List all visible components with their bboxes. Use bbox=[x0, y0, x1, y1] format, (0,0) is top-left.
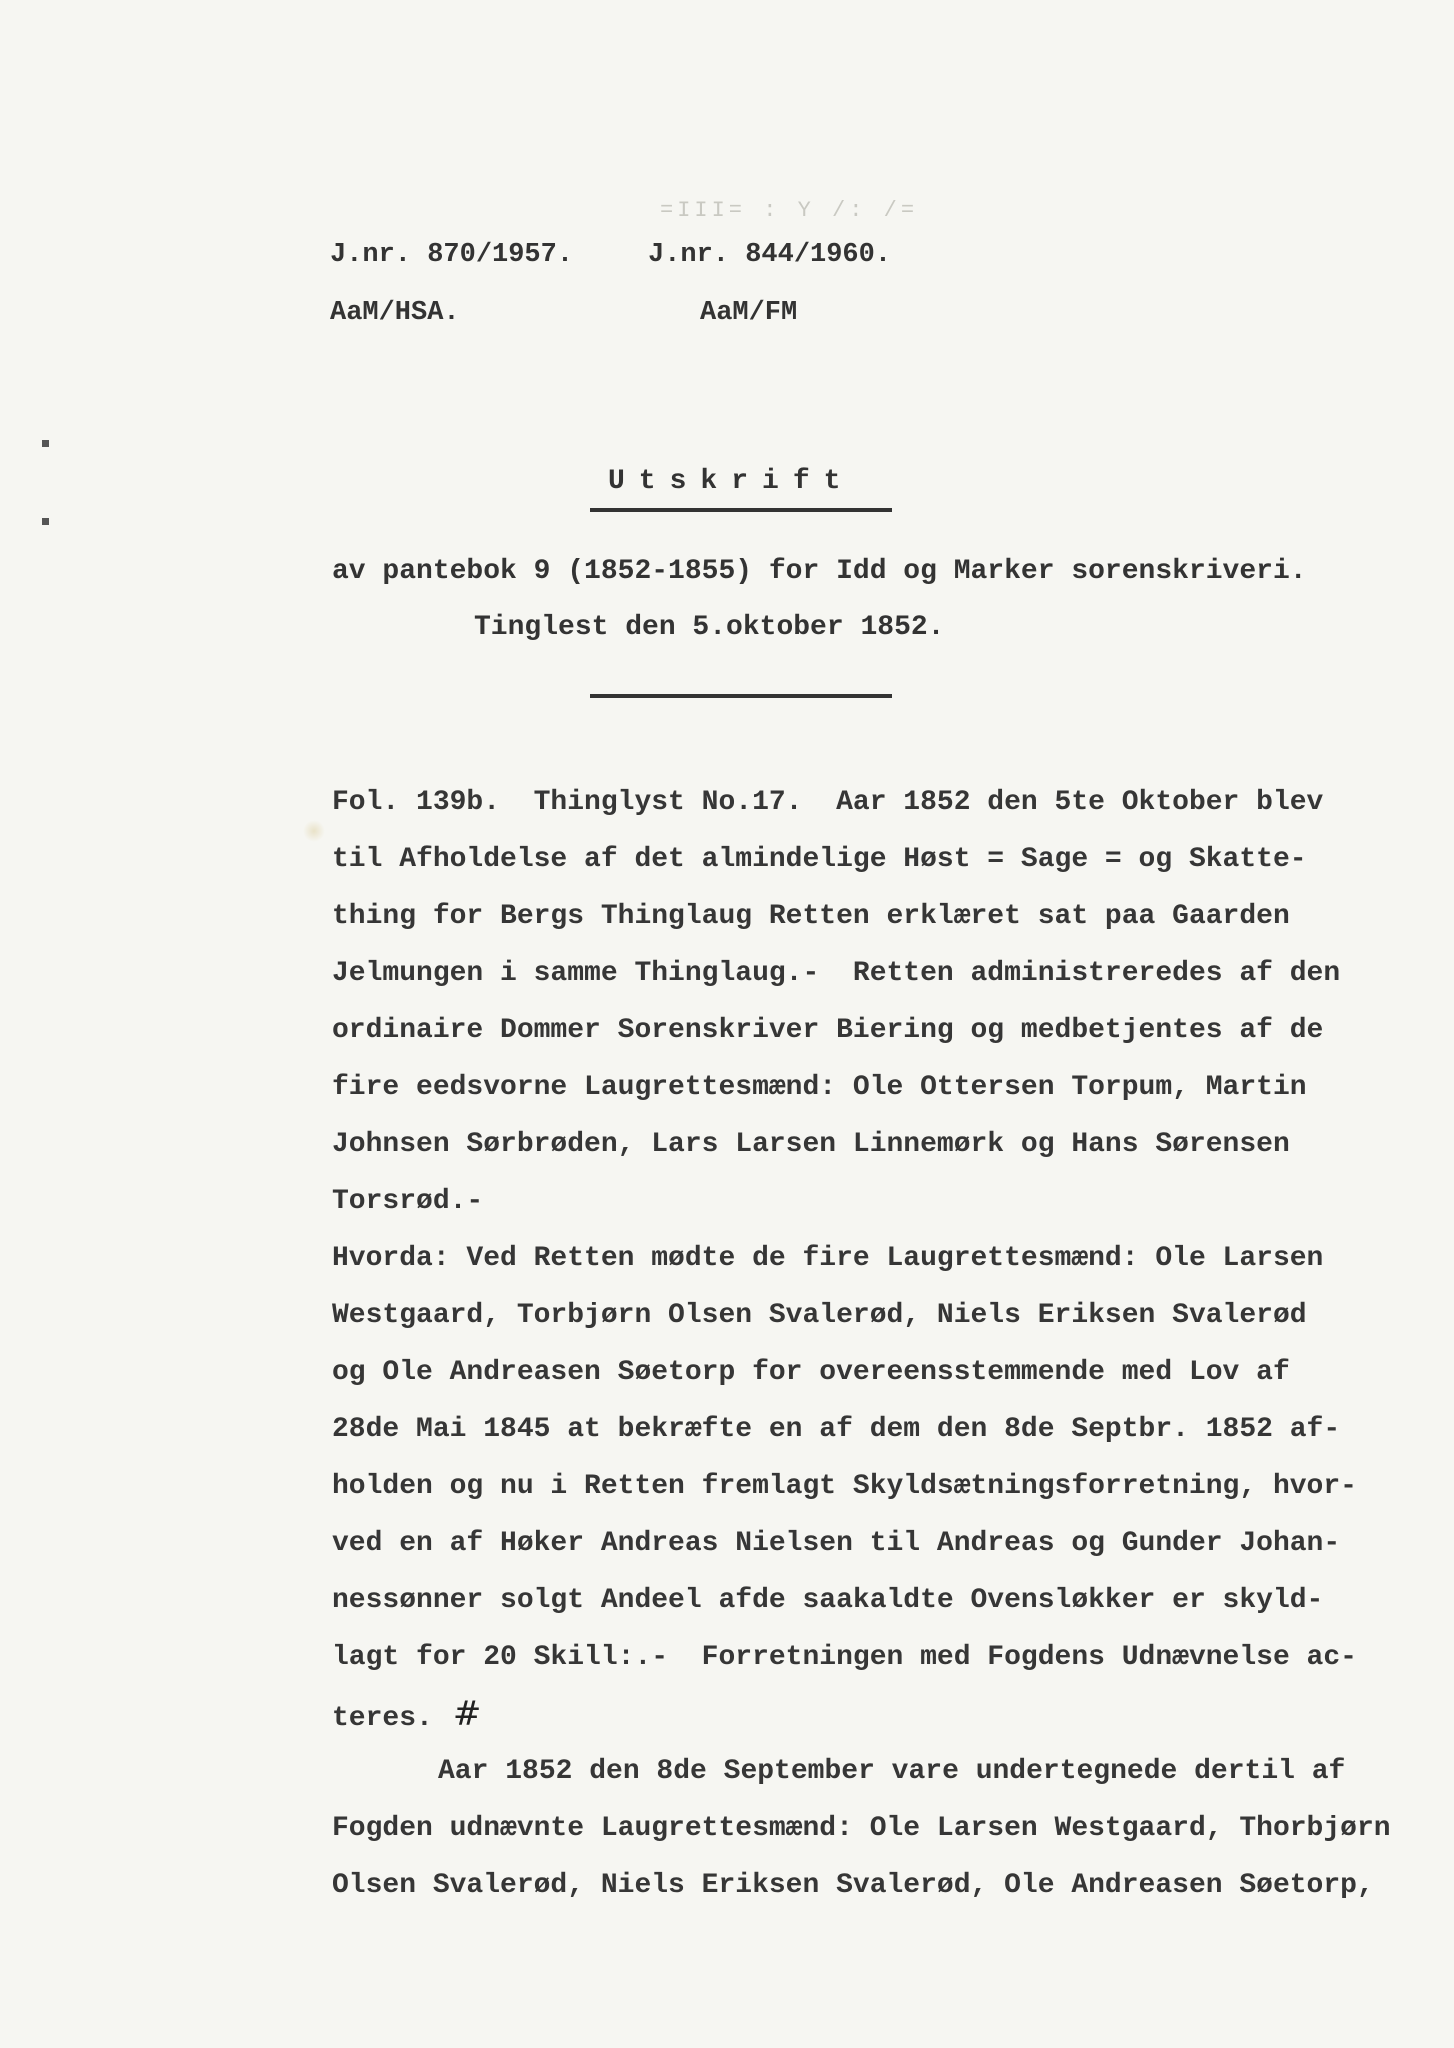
body-line: Fol. 139b. Thinglyst No.17. Aar 1852 den 5te Oktober blev bbox=[332, 787, 1324, 818]
body-line: Westgaard, Torbjørn Olsen Svalerød, Niels Eriksen Svalerød bbox=[332, 1300, 1307, 1331]
body-line: til Afholdelse af det almindelige Høst = Sage = og Skatte- bbox=[332, 844, 1307, 875]
body-line: lagt for 20 Skill:.- Forretningen med Fogdens Udnævnelse ac- bbox=[332, 1642, 1357, 1673]
body-line: Fogden udnævnte Laugrettesmænd: Ole Larsen Westgaard, Thorbjørn bbox=[332, 1813, 1391, 1844]
document-body bbox=[332, 774, 1422, 1914]
body-line: og Ole Andreasen Søetorp for overeensstemmende med Lov af bbox=[332, 1357, 1290, 1388]
punch-hole-mark bbox=[42, 518, 49, 525]
journal-ref-right: J.nr. 844/1960. bbox=[648, 240, 892, 270]
body-line: Hvorda: Ved Retten mødte de fire Laugrettesmænd: Ole Larsen bbox=[332, 1243, 1324, 1274]
body-line: Jelmungen i samme Thinglaug.- Retten administreredes af den bbox=[332, 958, 1341, 989]
punch-hole-mark bbox=[42, 440, 49, 447]
document-title: Utskrift bbox=[608, 466, 855, 497]
body-line: Torsrød.- bbox=[332, 1186, 484, 1217]
body-line: Johnsen Sørbrøden, Lars Larsen Linnemørk og Hans Sørensen bbox=[332, 1129, 1290, 1160]
body-line: ordinaire Dommer Sorenskriver Biering og medbetjentes af de bbox=[332, 1015, 1324, 1046]
body-line-text: teres. bbox=[332, 1703, 433, 1734]
subtitle-line-2: Tinglest den 5.oktober 1852. bbox=[474, 612, 945, 643]
journal-ref-left: J.nr. 870/1957. bbox=[330, 240, 574, 270]
initials-ref-left: AaM/HSA. bbox=[330, 298, 460, 328]
body-line: nessønner solgt Andeel afde saakaldte Ovensløkker er skyld- bbox=[332, 1585, 1324, 1616]
handwritten-mark: # bbox=[452, 1694, 482, 1734]
paper-stain bbox=[303, 820, 325, 842]
initials-ref-right: AaM/FM bbox=[700, 298, 798, 328]
body-line: 28de Mai 1845 at bekræfte en af dem den 8de Septbr. 1852 af- bbox=[332, 1414, 1341, 1445]
body-line-with-mark bbox=[332, 1686, 1422, 1743]
subtitle-line-1: av pantebok 9 (1852-1855) for Idd og Marker sorenskriveri. bbox=[332, 556, 1307, 587]
faint-stamp: =III= : Y /: /= bbox=[660, 198, 919, 223]
title-underline bbox=[590, 508, 892, 512]
body-line: ved en af Høker Andreas Nielsen til Andreas og Gunder Johan- bbox=[332, 1528, 1341, 1559]
body-line: thing for Bergs Thinglaug Retten erklæret sat paa Gaarden bbox=[332, 901, 1290, 932]
body-line: Aar 1852 den 8de September vare undertegnede dertil af bbox=[438, 1756, 1346, 1787]
body-line: fire eedsvorne Laugrettesmænd: Ole Ottersen Torpum, Martin bbox=[332, 1072, 1307, 1103]
section-divider bbox=[590, 694, 892, 698]
body-line: Olsen Svalerød, Niels Eriksen Svalerød, Ole Andreasen Søetorp, bbox=[332, 1870, 1374, 1901]
body-line: holden og nu i Retten fremlagt Skyldsætningsforretning, hvor- bbox=[332, 1471, 1357, 1502]
